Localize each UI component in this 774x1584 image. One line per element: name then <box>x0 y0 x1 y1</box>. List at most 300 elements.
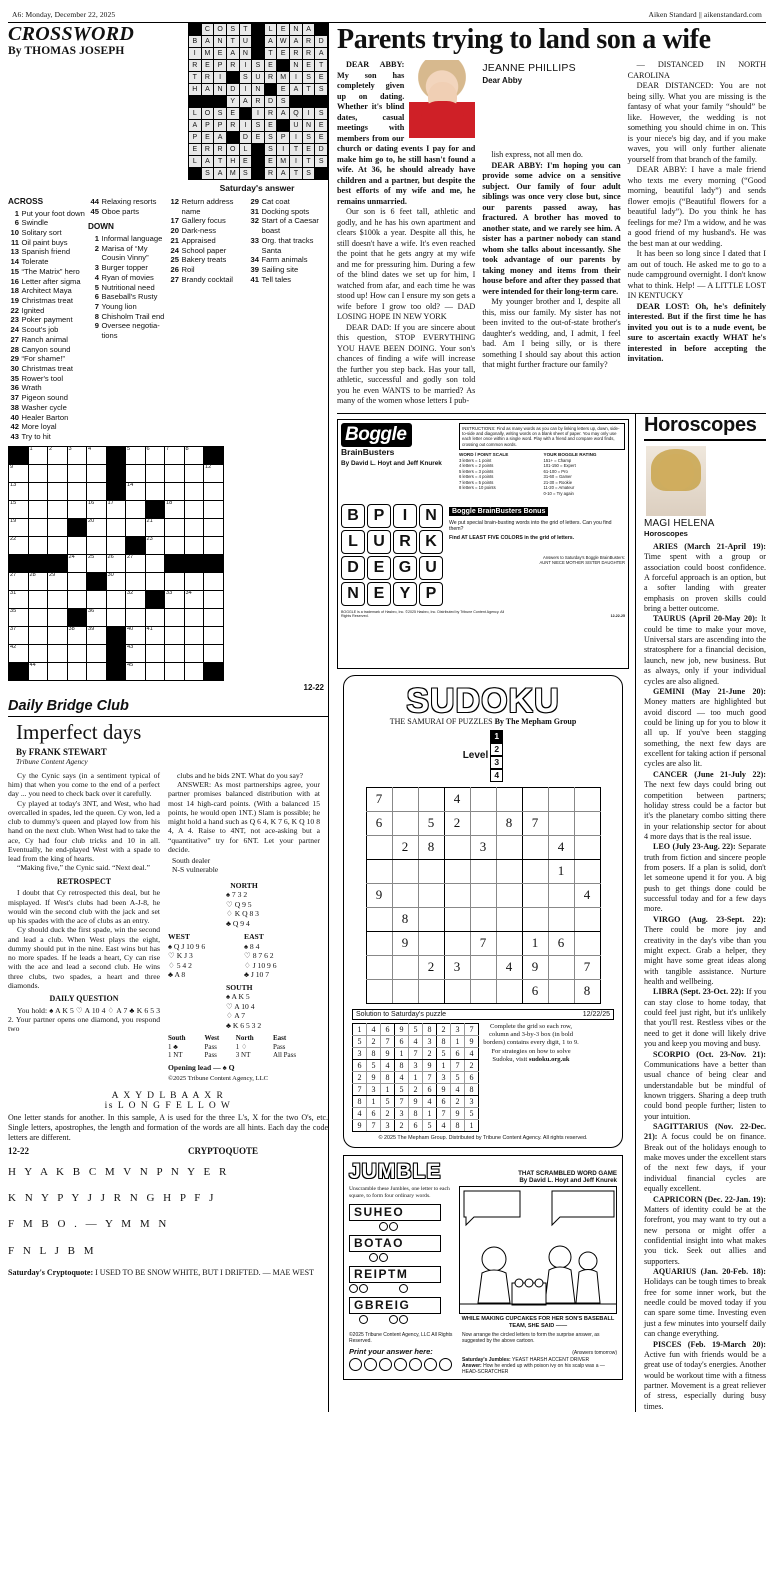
puzzle-cell[interactable] <box>145 644 165 662</box>
sudoku-cell[interactable] <box>392 859 418 883</box>
puzzle-cell[interactable] <box>126 446 146 464</box>
sudoku-cell[interactable] <box>574 811 600 835</box>
puzzle-cell[interactable] <box>204 500 224 518</box>
sudoku-level-3[interactable]: 3 <box>490 756 503 769</box>
puzzle-cell[interactable] <box>184 464 204 482</box>
sudoku-cell[interactable] <box>392 811 418 835</box>
puzzle-cell[interactable] <box>28 572 48 590</box>
puzzle-cell[interactable] <box>184 572 204 590</box>
jumble-words[interactable] <box>349 1204 454 1324</box>
puzzle-cell[interactable] <box>145 608 165 626</box>
puzzle-cell[interactable] <box>28 662 48 680</box>
sudoku-cell[interactable] <box>366 859 392 883</box>
puzzle-cell[interactable] <box>126 644 146 662</box>
puzzle-cell[interactable] <box>48 536 68 554</box>
sudoku-cell[interactable] <box>366 955 392 979</box>
cryptoquote-line: K N Y P Y J J R N G H P F J <box>8 1191 217 1204</box>
puzzle-cell[interactable] <box>126 590 146 608</box>
sudoku-cell[interactable] <box>392 787 418 811</box>
puzzle-cell[interactable] <box>48 500 68 518</box>
puzzle-cell[interactable] <box>9 536 29 554</box>
puzzle-cell[interactable] <box>126 500 146 518</box>
puzzle-cell[interactable] <box>184 536 204 554</box>
puzzle-cell[interactable] <box>9 464 29 482</box>
puzzle-cell[interactable] <box>9 500 29 518</box>
puzzle-cell[interactable] <box>67 644 87 662</box>
sudoku-cell[interactable]: 9 <box>366 883 392 907</box>
sudoku-cell[interactable] <box>444 931 470 955</box>
puzzle-cell[interactable] <box>106 446 126 464</box>
puzzle-cell[interactable] <box>28 464 48 482</box>
jumble-circle[interactable] <box>359 1315 368 1324</box>
bid-header: West <box>204 1034 220 1043</box>
puzzle-cell[interactable] <box>126 536 146 554</box>
puzzle-cell[interactable] <box>165 608 185 626</box>
jumble-answer-circle[interactable] <box>409 1358 422 1371</box>
jumble-word[interactable]: GBREIG <box>349 1297 441 1314</box>
sudoku-cell[interactable] <box>548 979 574 1003</box>
masthead-right: Aiken Standard || aikenstandard.com <box>648 10 762 19</box>
sudoku-cell[interactable] <box>574 835 600 859</box>
sudoku-level-4[interactable]: 4 <box>490 769 503 782</box>
puzzle-cell[interactable] <box>106 464 126 482</box>
puzzle-cell[interactable] <box>9 518 29 536</box>
puzzle-cell[interactable] <box>9 590 29 608</box>
puzzle-cell[interactable] <box>9 482 29 500</box>
sudoku-cell[interactable] <box>418 979 444 1003</box>
jumble-circle[interactable] <box>399 1315 408 1324</box>
sudoku-cell[interactable] <box>496 931 522 955</box>
sudoku-cell[interactable] <box>548 787 574 811</box>
sudoku-cell[interactable] <box>366 931 392 955</box>
puzzle-cell[interactable] <box>184 662 204 680</box>
puzzle-cell[interactable] <box>145 518 165 536</box>
sudoku-solution-cell: 2 <box>437 1023 451 1035</box>
sudoku-cell[interactable]: 7 <box>522 811 548 835</box>
sudoku-level-label: Level <box>462 750 489 762</box>
jumble-answer-circle[interactable] <box>394 1358 407 1371</box>
sudoku-cell[interactable] <box>392 955 418 979</box>
puzzle-cell[interactable] <box>87 572 107 590</box>
boggle-cube[interactable]: K <box>419 530 443 554</box>
puzzle-cell[interactable] <box>126 464 146 482</box>
sudoku-cell[interactable]: 6 <box>548 931 574 955</box>
sudoku-cell[interactable] <box>548 883 574 907</box>
puzzle-cell[interactable] <box>28 500 48 518</box>
puzzle-cell[interactable] <box>87 608 107 626</box>
answer-cell: N <box>252 84 265 96</box>
boggle-cube[interactable]: U <box>419 556 443 580</box>
puzzle-cell-number: 7 <box>166 445 170 452</box>
puzzle-cell[interactable] <box>87 500 107 518</box>
puzzle-cell[interactable] <box>145 626 165 644</box>
puzzle-cell[interactable] <box>48 518 68 536</box>
puzzle-cell[interactable] <box>184 608 204 626</box>
sudoku-cell[interactable]: 8 <box>574 979 600 1003</box>
clue-number: 33 <box>250 235 259 245</box>
jumble-circle[interactable] <box>369 1253 378 1262</box>
puzzle-cell[interactable] <box>87 446 107 464</box>
boggle-cube[interactable]: U <box>367 530 391 554</box>
puzzle-cell[interactable] <box>165 590 185 608</box>
puzzle-cell[interactable] <box>87 626 107 644</box>
jumble-answer-circle[interactable] <box>364 1358 377 1371</box>
puzzle-cell[interactable] <box>145 572 165 590</box>
sudoku-grid[interactable] <box>366 787 601 1004</box>
puzzle-cell[interactable] <box>106 662 126 680</box>
puzzle-cell[interactable] <box>106 572 126 590</box>
puzzle-cell[interactable] <box>67 446 87 464</box>
clue-number: 24 <box>10 325 19 335</box>
sudoku-cell[interactable] <box>418 787 444 811</box>
puzzle-cell[interactable] <box>184 500 204 518</box>
puzzle-cell[interactable] <box>9 626 29 644</box>
puzzle-cell[interactable] <box>165 482 185 500</box>
sudoku-cell[interactable]: 3 <box>470 835 496 859</box>
puzzle-cell[interactable] <box>67 572 87 590</box>
sudoku-cell[interactable]: 7 <box>366 787 392 811</box>
sudoku-cell[interactable] <box>470 979 496 1003</box>
sudoku-cell[interactable] <box>392 979 418 1003</box>
sudoku-cell[interactable]: 8 <box>496 811 522 835</box>
puzzle-cell[interactable] <box>9 662 29 680</box>
puzzle-cell[interactable] <box>165 554 185 572</box>
puzzle-cell[interactable] <box>204 536 224 554</box>
boggle-cube[interactable]: E <box>367 556 391 580</box>
puzzle-cell[interactable] <box>204 518 224 536</box>
bridge-paragraph: clubs and he bids 2NT. What do you say? <box>177 770 304 780</box>
boggle-cube[interactable]: Y <box>393 582 417 606</box>
sudoku-cell[interactable] <box>366 907 392 931</box>
puzzle-cell[interactable] <box>67 464 87 482</box>
sudoku-cell[interactable] <box>496 787 522 811</box>
sudoku-level-2[interactable]: 2 <box>490 743 503 756</box>
puzzle-cell[interactable] <box>48 608 68 626</box>
puzzle-cell[interactable] <box>9 644 29 662</box>
sudoku-cell[interactable]: 2 <box>418 955 444 979</box>
puzzle-cell[interactable] <box>165 500 185 518</box>
cryptoquote-puzzle[interactable] <box>8 1159 328 1265</box>
sudoku-cell[interactable]: 1 <box>548 859 574 883</box>
sudoku-cell[interactable]: 9 <box>522 955 548 979</box>
puzzle-cell[interactable] <box>126 554 146 572</box>
puzzle-cell[interactable] <box>28 626 48 644</box>
puzzle-cell[interactable] <box>184 644 204 662</box>
puzzle-cell[interactable] <box>145 536 165 554</box>
boggle-cube[interactable]: L <box>341 530 365 554</box>
sudoku-cell[interactable] <box>496 859 522 883</box>
sudoku-solution-cell: 2 <box>381 1107 395 1119</box>
puzzle-cell[interactable] <box>48 482 68 500</box>
puzzle-cell[interactable] <box>145 464 165 482</box>
puzzle-cell[interactable] <box>165 518 185 536</box>
boggle-cube[interactable]: B <box>341 504 365 528</box>
sudoku-cell[interactable] <box>470 955 496 979</box>
boggle-cube[interactable]: D <box>341 556 365 580</box>
clue-text: Spanish friend <box>21 247 71 257</box>
boggle-cube[interactable]: P <box>419 582 443 606</box>
boggle-cube[interactable]: E <box>367 582 391 606</box>
puzzle-cell[interactable] <box>165 464 185 482</box>
sudoku-note-url[interactable]: sudoku.org.uk <box>528 1055 570 1063</box>
puzzle-cell[interactable] <box>28 536 48 554</box>
puzzle-cell[interactable] <box>9 572 29 590</box>
bridge-daily-question: You hold: ♠ A K 5 ♡ A 10 4 ♢ A 7 ♣ K 6 5 3 2. Your partner opens one diamond, you respond two <box>8 1005 160 1034</box>
puzzle-cell[interactable] <box>9 608 29 626</box>
puzzle-cell[interactable] <box>87 662 107 680</box>
puzzle-cell[interactable] <box>48 626 68 644</box>
clue-text: Letter after sigma <box>21 276 81 286</box>
sudoku-cell[interactable]: 9 <box>392 931 418 955</box>
puzzle-cell[interactable] <box>48 590 68 608</box>
puzzle-cell[interactable] <box>204 590 224 608</box>
sudoku-cell[interactable] <box>574 907 600 931</box>
puzzle-cell[interactable] <box>126 662 146 680</box>
cryptoquote-key-bottom: is L O N G F E L L O W <box>104 1100 232 1111</box>
jumble-answer-circle[interactable] <box>349 1358 362 1371</box>
puzzle-cell[interactable] <box>48 446 68 464</box>
boggle-cube[interactable]: N <box>419 504 443 528</box>
sudoku-cell[interactable] <box>444 835 470 859</box>
jumble-circle[interactable] <box>379 1253 388 1262</box>
sudoku-cell[interactable] <box>470 907 496 931</box>
puzzle-cell[interactable] <box>165 662 185 680</box>
sudoku-cell[interactable] <box>522 883 548 907</box>
puzzle-cell[interactable] <box>67 500 87 518</box>
sudoku-cell[interactable]: 4 <box>548 835 574 859</box>
sudoku-cell[interactable] <box>470 787 496 811</box>
sudoku-cell[interactable] <box>548 811 574 835</box>
sudoku-cell[interactable]: 1 <box>522 931 548 955</box>
puzzle-cell[interactable] <box>106 608 126 626</box>
sudoku-cell[interactable]: 5 <box>418 811 444 835</box>
puzzle-cell[interactable] <box>165 626 185 644</box>
puzzle-cell[interactable] <box>9 554 29 572</box>
sudoku-cell[interactable] <box>444 859 470 883</box>
puzzle-cell[interactable] <box>145 446 165 464</box>
sudoku-cell[interactable] <box>496 979 522 1003</box>
clue-number: 45 <box>90 206 99 216</box>
puzzle-cell[interactable] <box>67 554 87 572</box>
sudoku-cell[interactable] <box>522 787 548 811</box>
sudoku-cell[interactable]: 6 <box>366 811 392 835</box>
puzzle-cell[interactable] <box>87 464 107 482</box>
sudoku-cell[interactable] <box>444 979 470 1003</box>
puzzle-cell[interactable] <box>145 590 165 608</box>
puzzle-cell[interactable] <box>28 518 48 536</box>
sudoku-cell[interactable] <box>366 835 392 859</box>
puzzle-cell[interactable] <box>165 536 185 554</box>
puzzle-cell[interactable] <box>184 626 204 644</box>
puzzle-cell[interactable] <box>48 662 68 680</box>
sudoku-cell[interactable]: 8 <box>392 907 418 931</box>
sudoku-cell[interactable]: 6 <box>522 979 548 1003</box>
sudoku-solution-cell: 3 <box>409 1059 423 1071</box>
sudoku-cell[interactable]: 2 <box>444 811 470 835</box>
sudoku-cell[interactable] <box>548 955 574 979</box>
sudoku-cell[interactable] <box>496 835 522 859</box>
puzzle-cell[interactable] <box>145 482 165 500</box>
sudoku-cell[interactable]: 7 <box>574 955 600 979</box>
boggle-cube[interactable]: I <box>393 504 417 528</box>
sudoku-cell[interactable] <box>470 883 496 907</box>
sudoku-cell[interactable] <box>522 835 548 859</box>
puzzle-cell[interactable] <box>204 554 224 572</box>
puzzle-cell[interactable] <box>204 572 224 590</box>
jumble-circle[interactable] <box>359 1284 368 1293</box>
clues-down-col3 <box>248 197 328 442</box>
boggle-cube[interactable]: R <box>393 530 417 554</box>
sudoku-cell[interactable] <box>470 811 496 835</box>
puzzle-cell[interactable] <box>9 446 29 464</box>
boggle-cube[interactable]: N <box>341 582 365 606</box>
puzzle-cell[interactable] <box>145 554 165 572</box>
puzzle-cell[interactable] <box>87 536 107 554</box>
puzzle-cell[interactable] <box>184 590 204 608</box>
sudoku-cell[interactable] <box>574 859 600 883</box>
puzzle-cell[interactable] <box>28 590 48 608</box>
jumble-circle[interactable] <box>399 1284 408 1293</box>
sudoku-cell[interactable] <box>418 907 444 931</box>
sudoku-cell[interactable]: 3 <box>444 955 470 979</box>
cryptoquote-explanation: One letter stands for another. In this sample, A is used for the three L's, X for the two O's, etc. Single letters, apostrophes, the length and formation of the words are all hints. Each day the code letters are different. <box>8 1112 328 1142</box>
jumble-answer-circle[interactable] <box>424 1358 437 1371</box>
puzzle-cell[interactable] <box>184 482 204 500</box>
puzzle-cell[interactable] <box>28 554 48 572</box>
sudoku-cell[interactable]: 2 <box>392 835 418 859</box>
puzzle-cell[interactable] <box>48 464 68 482</box>
puzzle-cell[interactable] <box>204 644 224 662</box>
sudoku-cell[interactable] <box>522 907 548 931</box>
clue-text: Canyon sound <box>21 344 71 354</box>
puzzle-cell[interactable] <box>67 608 87 626</box>
sudoku-cell[interactable] <box>548 907 574 931</box>
puzzle-cell[interactable] <box>87 644 107 662</box>
puzzle-cell[interactable] <box>184 446 204 464</box>
jumble-prev-jumbles: YEAST HARSH ACCENT DRIVER <box>512 1356 590 1363</box>
puzzle-cell[interactable] <box>126 572 146 590</box>
puzzle-cell[interactable] <box>165 446 185 464</box>
jumble-circle[interactable] <box>389 1315 398 1324</box>
sudoku-cell[interactable] <box>574 931 600 955</box>
crossword-puzzle-grid[interactable] <box>8 446 328 681</box>
sudoku-cell[interactable] <box>366 979 392 1003</box>
sudoku-solution-cell: 6 <box>423 1083 437 1095</box>
puzzle-cell[interactable] <box>28 644 48 662</box>
puzzle-cell[interactable] <box>87 482 107 500</box>
sudoku-cell[interactable]: 4 <box>574 883 600 907</box>
puzzle-cell[interactable] <box>106 644 126 662</box>
sudoku-cell[interactable] <box>444 883 470 907</box>
puzzle-cell[interactable] <box>106 626 126 644</box>
sudoku-cell[interactable]: 7 <box>470 931 496 955</box>
jumble-circle[interactable] <box>379 1222 388 1231</box>
jumble-circle[interactable] <box>389 1222 398 1231</box>
puzzle-cell[interactable] <box>184 518 204 536</box>
puzzle-cell[interactable] <box>106 590 126 608</box>
boggle-letter-grid[interactable] <box>341 504 443 608</box>
puzzle-cell[interactable] <box>145 500 165 518</box>
sudoku-level[interactable] <box>352 730 614 782</box>
puzzle-cell[interactable] <box>28 482 48 500</box>
puzzle-cell[interactable] <box>87 554 107 572</box>
puzzle-cell[interactable] <box>126 608 146 626</box>
puzzle-cell[interactable] <box>204 608 224 626</box>
sudoku-cell[interactable] <box>496 907 522 931</box>
jumble-circle[interactable] <box>349 1284 358 1293</box>
jumble-answer-circle[interactable] <box>379 1358 392 1371</box>
puzzle-cell[interactable] <box>126 482 146 500</box>
puzzle-cell[interactable] <box>48 554 68 572</box>
sudoku-cell[interactable]: 4 <box>496 955 522 979</box>
jumble-word[interactable]: REIPTM <box>349 1266 441 1283</box>
puzzle-cell[interactable] <box>106 500 126 518</box>
puzzle-cell[interactable] <box>126 518 146 536</box>
sudoku-cell[interactable] <box>418 859 444 883</box>
jumble-word[interactable]: BOTAO <box>349 1235 441 1252</box>
puzzle-cell[interactable] <box>204 482 224 500</box>
puzzle-cell[interactable] <box>67 662 87 680</box>
sudoku-cell[interactable]: 4 <box>444 787 470 811</box>
clue-number: 7 <box>94 301 99 311</box>
sudoku-cell[interactable] <box>574 787 600 811</box>
puzzle-cell[interactable] <box>184 554 204 572</box>
puzzle-cell[interactable] <box>67 518 87 536</box>
boggle-cube[interactable]: P <box>367 504 391 528</box>
puzzle-cell[interactable] <box>204 626 224 644</box>
sudoku-solution-cell: 7 <box>381 1035 395 1047</box>
puzzle-cell[interactable] <box>106 518 126 536</box>
puzzle-cell[interactable] <box>165 644 185 662</box>
puzzle-cell[interactable] <box>204 464 224 482</box>
sudoku-cell[interactable] <box>470 859 496 883</box>
puzzle-cell[interactable] <box>165 572 185 590</box>
boggle-cube[interactable]: G <box>393 556 417 580</box>
clue <box>248 255 325 265</box>
sudoku-cell[interactable] <box>522 859 548 883</box>
puzzle-cell[interactable] <box>106 482 126 500</box>
jumble-word[interactable]: SUHEO <box>349 1204 441 1221</box>
sudoku-cell[interactable]: 8 <box>418 835 444 859</box>
puzzle-cell[interactable] <box>48 644 68 662</box>
sudoku-cell[interactable] <box>418 883 444 907</box>
sudoku-level-1[interactable]: 1 <box>490 730 503 743</box>
answer-cell: S <box>252 120 265 132</box>
puzzle-cell[interactable] <box>67 590 87 608</box>
sudoku-cell[interactable] <box>392 883 418 907</box>
sudoku-cell[interactable] <box>496 883 522 907</box>
puzzle-cell[interactable] <box>67 536 87 554</box>
puzzle-cell[interactable] <box>67 482 87 500</box>
puzzle-cell-number: 14 <box>127 481 134 488</box>
puzzle-cell[interactable] <box>28 608 48 626</box>
puzzle-cell[interactable] <box>87 590 107 608</box>
sudoku-cell[interactable] <box>444 907 470 931</box>
puzzle-cell[interactable] <box>106 536 126 554</box>
puzzle-cell[interactable] <box>28 446 48 464</box>
puzzle-cell[interactable] <box>106 554 126 572</box>
puzzle-cell[interactable] <box>48 572 68 590</box>
sudoku-cell[interactable] <box>418 931 444 955</box>
puzzle-cell[interactable] <box>145 662 165 680</box>
puzzle-cell[interactable] <box>204 446 224 464</box>
jumble-answer-circle[interactable] <box>439 1358 452 1371</box>
puzzle-cell[interactable] <box>126 626 146 644</box>
puzzle-cell[interactable] <box>67 626 87 644</box>
puzzle-cell[interactable] <box>204 662 224 680</box>
jumble-answer-boxes[interactable] <box>349 1358 457 1371</box>
puzzle-cell[interactable] <box>87 518 107 536</box>
